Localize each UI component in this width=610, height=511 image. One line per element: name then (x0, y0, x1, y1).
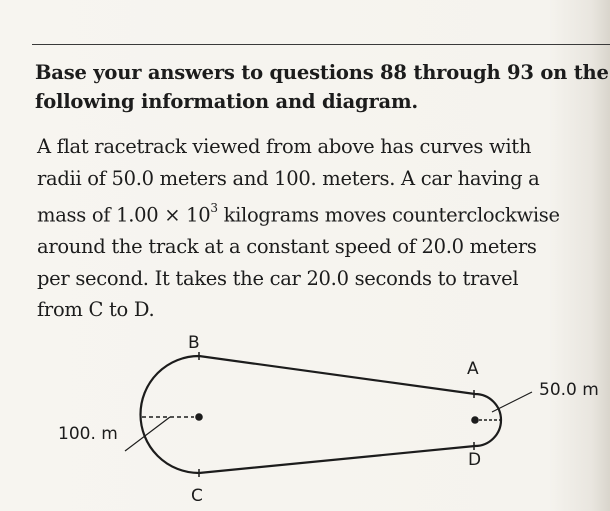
point-d-label: D (468, 450, 482, 470)
large-radius-leader (125, 417, 170, 451)
exponent: 3 (210, 200, 218, 215)
point-c-label: C (191, 486, 203, 506)
point-a-label: A (467, 359, 479, 379)
passage-line-5: per second. It takes the car 20.0 seconds to travel (37, 266, 519, 290)
passage-line-3-start: mass of 1.00 × 10 (37, 203, 211, 227)
passage-line-6: from C to D. (37, 298, 155, 322)
small-curve-center (471, 416, 479, 424)
passage-line-4: around the track at a constant speed of 20.0 meters (37, 234, 537, 258)
racetrack-diagram (0, 320, 610, 511)
racetrack-outline (140, 356, 501, 473)
section-divider (32, 44, 610, 45)
passage-line-1: A flat racetrack viewed from above has curves with (37, 135, 532, 158)
heading-line-1: Base your answers to questions 88 through 93 on the (35, 61, 609, 84)
small-radius-label: 50.0 m (539, 380, 599, 400)
passage-line-2: radii of 50.0 meters and 100. meters. A car having a (37, 166, 540, 190)
large-curve-center (195, 413, 203, 421)
small-radius-leader (492, 392, 532, 412)
passage-line-3-end: kilograms moves counterclockwise (217, 203, 560, 227)
instructions-heading (35, 58, 610, 116)
large-radius-label: 100. m (58, 424, 118, 444)
passage-line-3 (37, 195, 610, 231)
heading-line-2: following information and diagram. (35, 90, 419, 113)
point-b-label: B (188, 333, 200, 353)
problem-passage (37, 131, 610, 326)
